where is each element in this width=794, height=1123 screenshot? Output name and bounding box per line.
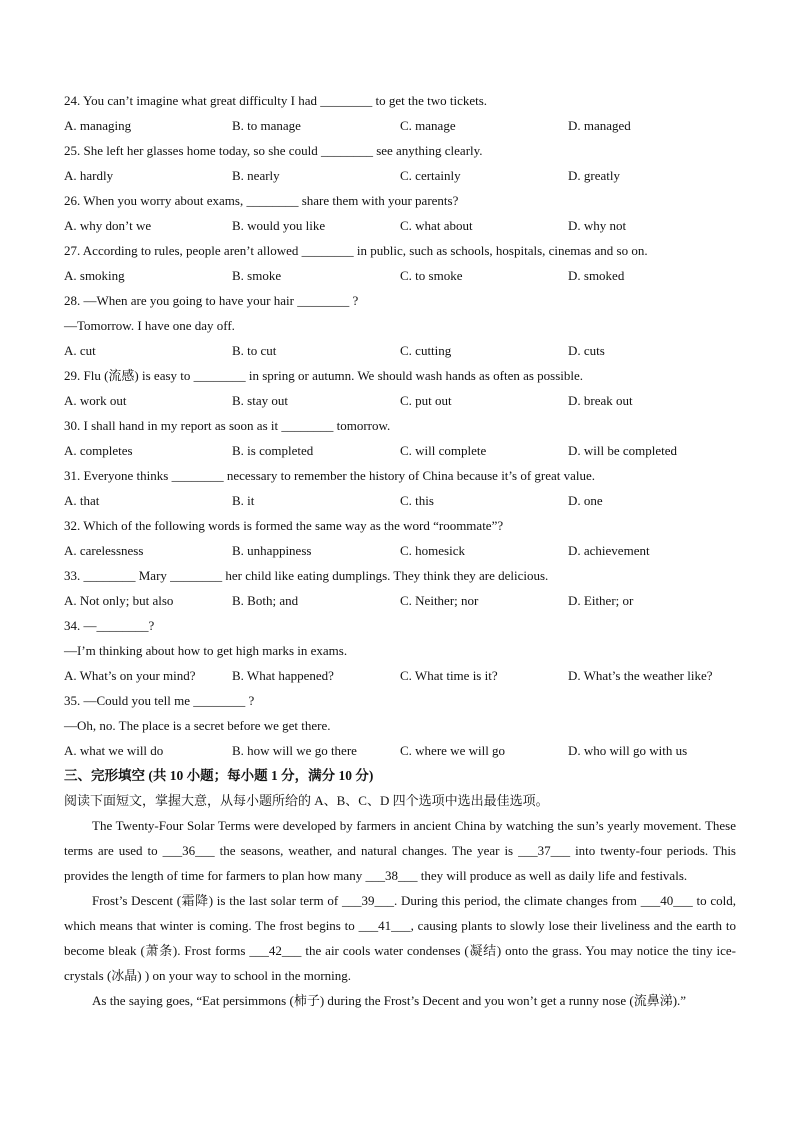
passage-text: into twenty-four periods. This provides the length of time for farmers to plan how many	[64, 843, 736, 883]
option-c: C. manage	[400, 118, 456, 133]
option-a: A. carelessness	[64, 543, 144, 558]
question-response-line: —Oh, no. The place is a secret before we get there.	[64, 718, 331, 733]
passage-paragraph-3	[64, 988, 736, 1013]
question-stem: 32. Which of the following words is formed the same way as the word “roommate”?	[64, 518, 504, 533]
option-d: D. why not	[568, 218, 627, 233]
question-block	[64, 138, 736, 188]
option-d: D. greatly	[568, 168, 620, 183]
question-stem: 31. Everyone thinks ________ necessary to remember the history of China because it’s of great value.	[64, 468, 596, 483]
question-block	[64, 463, 736, 513]
blank-38: ___38___	[365, 868, 418, 883]
passage-text: to cold, which means that winter is coming. The frost begins to	[64, 893, 736, 933]
option-c: C. will complete	[400, 443, 487, 458]
option-c: C. what about	[400, 218, 473, 233]
option-row	[64, 538, 736, 563]
blank-41: ___41___	[358, 918, 411, 933]
option-c: C. put out	[400, 393, 452, 408]
question-block	[64, 238, 736, 288]
option-row	[64, 163, 736, 188]
exam-page	[64, 88, 736, 1013]
option-b: B. stay out	[232, 393, 288, 408]
option-b: B. to manage	[232, 118, 301, 133]
option-row	[64, 738, 736, 763]
option-a: A. smoking	[64, 268, 125, 283]
option-row	[64, 588, 736, 613]
section-title: 三、完形填空 (共 10 小题；每小题 1 分，满分 10 分)	[64, 768, 374, 783]
question-block	[64, 513, 736, 563]
blank-40: ___40___	[640, 893, 693, 908]
blank-42: ___42___	[249, 943, 302, 958]
option-a: A. that	[64, 493, 100, 508]
option-row	[64, 388, 736, 413]
question-block	[64, 413, 736, 463]
option-c: C. homesick	[400, 543, 465, 558]
blank-37: ___37___	[518, 843, 571, 858]
passage-text: . During this period, the climate changes from	[393, 893, 641, 908]
option-a: A. managing	[64, 118, 132, 133]
option-c: C. where we will go	[400, 743, 506, 758]
passage-text: they will produce as well as daily life and festivals.	[417, 868, 688, 883]
option-c: C. to smoke	[400, 268, 463, 283]
question-block	[64, 288, 736, 363]
question-response-line: —Tomorrow. I have one day off.	[64, 318, 235, 333]
question-response-line: —I’m thinking about how to get high marks in exams.	[64, 643, 348, 658]
question-block	[64, 688, 736, 763]
option-b: B. smoke	[232, 268, 282, 283]
question-block	[64, 613, 736, 688]
option-c: C. What time is it?	[400, 668, 498, 683]
question-stem: 34. —________?	[64, 618, 155, 633]
option-b: B. Both; and	[232, 593, 299, 608]
passage-text: As the saying goes, “Eat persimmons (柿子) during the Frost’s Decent and you won’t get a runny nose (流鼻涕).”	[92, 993, 687, 1008]
passage-text: the seasons, weather, and natural changes. The year is	[214, 843, 519, 858]
option-d: D. break out	[568, 393, 633, 408]
option-b: B. to cut	[232, 343, 277, 358]
question-block	[64, 563, 736, 613]
option-b: B. nearly	[232, 168, 280, 183]
question-stem: 26. When you worry about exams, ________ share them with your parents?	[64, 193, 459, 208]
option-a: A. completes	[64, 443, 133, 458]
section-instruction: 阅读下面短文，掌握大意，从每小题所给的 A、B、C、D 四个选项中选出最佳选项。	[64, 793, 549, 808]
question-stem: 30. I shall hand in my report as soon as it ________ tomorrow.	[64, 418, 391, 433]
option-b: B. would you like	[232, 218, 326, 233]
blank-39: ___39___	[341, 893, 394, 908]
option-d: D. one	[568, 493, 603, 508]
question-stem: 35. —Could you tell me ________ ?	[64, 693, 255, 708]
question-stem: 24. You can’t imagine what great difficulty I had ________ to get the two tickets.	[64, 93, 488, 108]
question-stem: 29. Flu (流感) is easy to ________ in spring or autumn. We should wash hands as often as possible.	[64, 368, 584, 383]
option-d: D. managed	[568, 118, 631, 133]
option-row	[64, 263, 736, 288]
option-a: A. work out	[64, 393, 127, 408]
option-row	[64, 488, 736, 513]
question-list	[64, 88, 736, 763]
option-row	[64, 113, 736, 138]
question-stem: 25. She left her glasses home today, so she could ________ see anything clearly.	[64, 143, 483, 158]
option-b: B. is completed	[232, 443, 314, 458]
option-row	[64, 213, 736, 238]
option-a: A. why don’t we	[64, 218, 152, 233]
option-a: A. Not only; but also	[64, 593, 174, 608]
option-a: A. What’s on your mind?	[64, 668, 196, 683]
option-d: D. will be completed	[568, 443, 678, 458]
passage-text: Frost’s Descent (霜降) is the last solar term of	[92, 893, 342, 908]
question-stem: 33. ________ Mary ________ her child like eating dumplings. They think they are delicious.	[64, 568, 549, 583]
option-d: D. cuts	[568, 343, 605, 358]
option-d: D. Either; or	[568, 593, 634, 608]
option-a: A. cut	[64, 343, 96, 358]
question-block	[64, 88, 736, 138]
option-c: C. certainly	[400, 168, 461, 183]
option-b: B. What happened?	[232, 668, 334, 683]
option-c: C. cutting	[400, 343, 452, 358]
option-row	[64, 663, 736, 688]
question-block	[64, 363, 736, 413]
question-block	[64, 188, 736, 238]
question-stem: 27. According to rules, people aren’t allowed ________ in public, such as schools, hospitals, cinemas and so on.	[64, 243, 648, 258]
option-b: B. it	[232, 493, 255, 508]
option-row	[64, 338, 736, 363]
blank-36: ___36___	[162, 843, 215, 858]
option-d: D. achievement	[568, 543, 650, 558]
option-c: C. this	[400, 493, 434, 508]
passage-paragraph-2	[64, 888, 736, 988]
passage-text: the air cools water condenses (凝结) onto the grass. You may notice the tiny ice-crystals (冰晶) ) on your way to school in the morning.	[64, 943, 736, 983]
option-d: D. What’s the weather like?	[568, 668, 713, 683]
passage-text: , causing plants to slowly lose their liveliness and the earth to become bleak (萧条). Frost forms	[64, 918, 736, 958]
option-b: B. how will we go there	[232, 743, 357, 758]
option-d: D. who will go with us	[568, 743, 688, 758]
passage-paragraph-1	[64, 813, 736, 888]
option-row	[64, 438, 736, 463]
option-a: A. what we will do	[64, 743, 164, 758]
question-stem: 28. —When are you going to have your hair ________ ?	[64, 293, 359, 308]
option-b: B. unhappiness	[232, 543, 312, 558]
passage-text: The Twenty-Four Solar Terms were developed by farmers in ancient China by watching the sun’s yearly movement. These terms are used to	[64, 818, 736, 858]
option-c: C. Neither; nor	[400, 593, 479, 608]
option-d: D. smoked	[568, 268, 625, 283]
option-a: A. hardly	[64, 168, 114, 183]
